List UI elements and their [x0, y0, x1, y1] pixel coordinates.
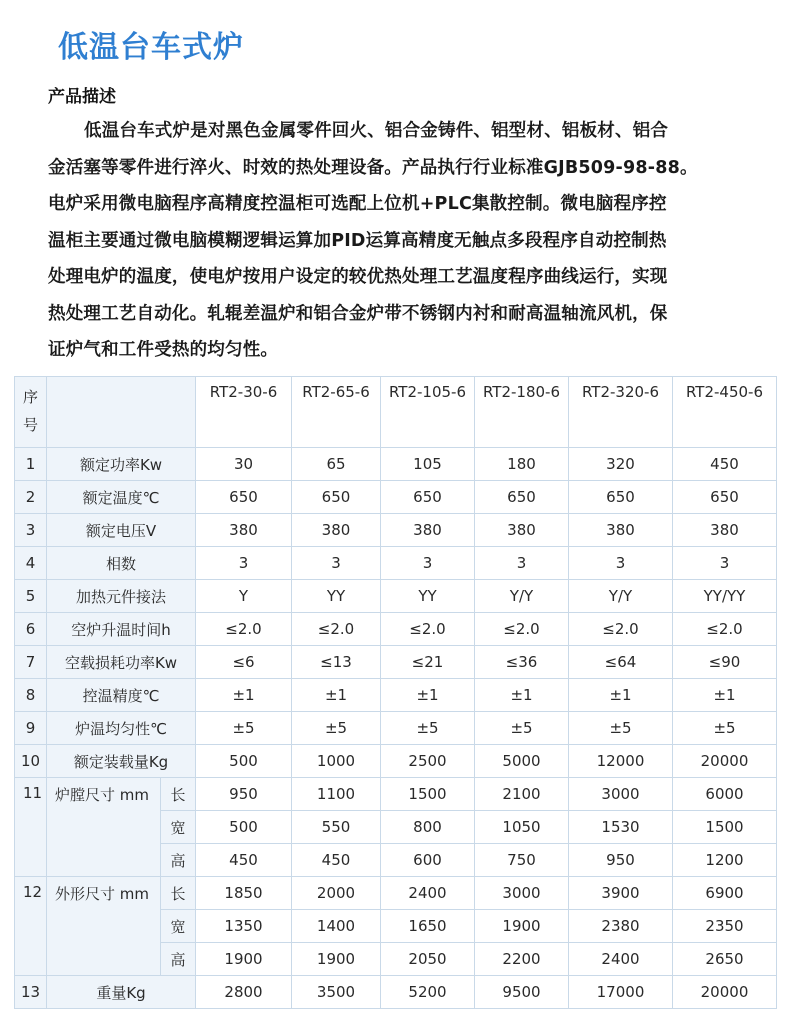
value-cell: 600: [381, 844, 475, 877]
value-cell: 450: [673, 448, 777, 481]
row-label: 空炉升温时间h: [47, 613, 196, 646]
value-cell: ≤36: [475, 646, 569, 679]
model-header: RT2-65-6: [292, 377, 381, 448]
value-cell: ±5: [292, 712, 381, 745]
value-cell: 2800: [196, 976, 292, 1009]
value-cell: 180: [475, 448, 569, 481]
value-cell: 650: [292, 481, 381, 514]
header-no-char: 号: [22, 416, 38, 434]
value-cell: 2000: [292, 877, 381, 910]
model-header: RT2-180-6: [475, 377, 569, 448]
value-cell: YY/YY: [673, 580, 777, 613]
dimension-sub-label: 宽: [161, 811, 196, 844]
row-number: 10: [15, 745, 47, 778]
row-label: 炉温均匀性℃: [47, 712, 196, 745]
value-cell: 3: [475, 547, 569, 580]
value-cell: 2050: [381, 943, 475, 976]
value-cell: 30: [196, 448, 292, 481]
value-cell: Y/Y: [569, 580, 673, 613]
table-row: [15, 679, 777, 712]
value-cell: Y/Y: [475, 580, 569, 613]
value-cell: ±1: [381, 679, 475, 712]
value-cell: 450: [196, 844, 292, 877]
value-cell: 550: [292, 811, 381, 844]
row-number: 6: [15, 613, 47, 646]
row-number: 11: [15, 778, 47, 877]
value-cell: 380: [381, 514, 475, 547]
row-number: 9: [15, 712, 47, 745]
value-cell: ±1: [475, 679, 569, 712]
value-cell: 650: [475, 481, 569, 514]
page-title: 低温台车式炉: [58, 30, 244, 65]
description-line: 处理电炉的温度，使电炉按用户设定的较优热处理工艺温度程序曲线运行，实现: [48, 267, 668, 287]
value-cell: 450: [292, 844, 381, 877]
spec-table-body: [15, 377, 777, 1009]
value-cell: 3000: [475, 877, 569, 910]
value-cell: 3900: [569, 877, 673, 910]
dimension-sub-label: 长: [161, 778, 196, 811]
value-cell: ≤6: [196, 646, 292, 679]
value-cell: 6000: [673, 778, 777, 811]
header-no-cell: [15, 377, 47, 448]
description-line: 证炉气和工件受热的均匀性。: [48, 340, 279, 360]
header-label-cell: [47, 377, 196, 448]
row-number: 5: [15, 580, 47, 613]
table-row: [15, 481, 777, 514]
description-line: 低温台车式炉是对黑色金属零件回火、铝合金铸件、铝型材、铝板材、铝合: [84, 121, 669, 141]
row-label: 额定温度℃: [47, 481, 196, 514]
value-cell: YY: [381, 580, 475, 613]
row-number: 8: [15, 679, 47, 712]
value-cell: ±5: [569, 712, 673, 745]
row-label: 外形尺寸 mm: [47, 877, 161, 976]
value-cell: 3500: [292, 976, 381, 1009]
table-header-row: [15, 377, 777, 448]
value-cell: 65: [292, 448, 381, 481]
value-cell: 1000: [292, 745, 381, 778]
value-cell: 105: [381, 448, 475, 481]
table-row: [15, 778, 777, 811]
value-cell: ±1: [292, 679, 381, 712]
value-cell: 1200: [673, 844, 777, 877]
value-cell: 2500: [381, 745, 475, 778]
value-cell: 3: [673, 547, 777, 580]
value-cell: 17000: [569, 976, 673, 1009]
value-cell: 1050: [475, 811, 569, 844]
value-cell: ≤2.0: [292, 613, 381, 646]
value-cell: 2350: [673, 910, 777, 943]
row-label: 空载损耗功率Kw: [47, 646, 196, 679]
value-cell: ±1: [673, 679, 777, 712]
value-cell: 20000: [673, 745, 777, 778]
table-row: [15, 514, 777, 547]
dimension-sub-label: 高: [161, 943, 196, 976]
value-cell: ≤90: [673, 646, 777, 679]
value-cell: 650: [673, 481, 777, 514]
value-cell: ±5: [196, 712, 292, 745]
value-cell: 380: [673, 514, 777, 547]
value-cell: ≤2.0: [381, 613, 475, 646]
value-cell: 380: [292, 514, 381, 547]
value-cell: ±1: [196, 679, 292, 712]
dimension-sub-label: 高: [161, 844, 196, 877]
value-cell: ≤64: [569, 646, 673, 679]
description-line: 热处理工艺自动化。轧辊差温炉和铝合金炉带不锈钢内衬和耐高温轴流风机，保: [48, 303, 668, 324]
value-cell: 500: [196, 745, 292, 778]
value-cell: 500: [196, 811, 292, 844]
model-header: RT2-320-6: [569, 377, 673, 448]
description-line: 金活塞等零件进行淬火、时效的热处理设备。产品执行行业标准GJB509-98-88。: [48, 157, 698, 178]
row-number: 1: [15, 448, 47, 481]
value-cell: 2400: [381, 877, 475, 910]
value-cell: 12000: [569, 745, 673, 778]
value-cell: 2650: [673, 943, 777, 976]
row-number: 13: [15, 976, 47, 1009]
row-label: 相数: [47, 547, 196, 580]
row-label: 控温精度℃: [47, 679, 196, 712]
value-cell: 1900: [475, 910, 569, 943]
value-cell: 800: [381, 811, 475, 844]
row-label: 加热元件接法: [47, 580, 196, 613]
row-label: 额定电压V: [47, 514, 196, 547]
value-cell: 1100: [292, 778, 381, 811]
value-cell: 320: [569, 448, 673, 481]
table-row: [15, 976, 777, 1009]
table-row: [15, 745, 777, 778]
model-header: RT2-450-6: [673, 377, 777, 448]
value-cell: 650: [381, 481, 475, 514]
table-row: [15, 646, 777, 679]
value-cell: 750: [475, 844, 569, 877]
value-cell: 1500: [673, 811, 777, 844]
value-cell: 2200: [475, 943, 569, 976]
row-number: 4: [15, 547, 47, 580]
value-cell: 3: [292, 547, 381, 580]
value-cell: 1900: [292, 943, 381, 976]
model-header: RT2-30-6: [196, 377, 292, 448]
value-cell: 20000: [673, 976, 777, 1009]
section-title: 产品描述: [48, 87, 116, 107]
value-cell: 950: [196, 778, 292, 811]
value-cell: 380: [475, 514, 569, 547]
value-cell: ≤21: [381, 646, 475, 679]
value-cell: ≤13: [292, 646, 381, 679]
value-cell: 380: [196, 514, 292, 547]
value-cell: 2100: [475, 778, 569, 811]
row-number: 12: [15, 877, 47, 976]
value-cell: YY: [292, 580, 381, 613]
value-cell: 3: [569, 547, 673, 580]
table-row: [15, 547, 777, 580]
value-cell: 650: [196, 481, 292, 514]
value-cell: 1850: [196, 877, 292, 910]
value-cell: ±1: [569, 679, 673, 712]
value-cell: 3: [196, 547, 292, 580]
spec-table: [14, 376, 777, 1009]
value-cell: ≤2.0: [196, 613, 292, 646]
description-line: 温柜主要通过微电脑模糊逻辑运算加PID运算高精度无触点多段程序自动控制热: [48, 230, 667, 251]
value-cell: ≤2.0: [569, 613, 673, 646]
value-cell: ±5: [475, 712, 569, 745]
row-label: 炉膛尺寸 mm: [47, 778, 161, 877]
value-cell: ≤2.0: [673, 613, 777, 646]
description-line: 电炉采用微电脑程序高精度控温柜可选配上位机+PLC集散控制。微电脑程序控: [48, 194, 667, 214]
dimension-sub-label: 宽: [161, 910, 196, 943]
product-description: [48, 113, 748, 369]
value-cell: 2400: [569, 943, 673, 976]
value-cell: 380: [569, 514, 673, 547]
value-cell: ≤2.0: [475, 613, 569, 646]
value-cell: 1650: [381, 910, 475, 943]
table-row: [15, 877, 777, 910]
model-header: RT2-105-6: [381, 377, 475, 448]
table-row: [15, 448, 777, 481]
value-cell: ±5: [381, 712, 475, 745]
value-cell: 1900: [196, 943, 292, 976]
value-cell: 2380: [569, 910, 673, 943]
value-cell: 950: [569, 844, 673, 877]
row-label: 额定功率Kw: [47, 448, 196, 481]
row-label: 额定装载量Kg: [47, 745, 196, 778]
header-no-char: 序: [22, 388, 38, 406]
value-cell: 3000: [569, 778, 673, 811]
value-cell: 6900: [673, 877, 777, 910]
table-row: [15, 712, 777, 745]
row-number: 2: [15, 481, 47, 514]
value-cell: 1500: [381, 778, 475, 811]
value-cell: 1350: [196, 910, 292, 943]
value-cell: 1530: [569, 811, 673, 844]
table-row: [15, 613, 777, 646]
value-cell: 9500: [475, 976, 569, 1009]
value-cell: 3: [381, 547, 475, 580]
table-row: [15, 580, 777, 613]
row-label: 重量Kg: [47, 976, 196, 1009]
value-cell: Y: [196, 580, 292, 613]
value-cell: 5000: [475, 745, 569, 778]
value-cell: 1400: [292, 910, 381, 943]
row-number: 3: [15, 514, 47, 547]
value-cell: 5200: [381, 976, 475, 1009]
row-number: 7: [15, 646, 47, 679]
value-cell: 650: [569, 481, 673, 514]
dimension-sub-label: 长: [161, 877, 196, 910]
value-cell: ±5: [673, 712, 777, 745]
